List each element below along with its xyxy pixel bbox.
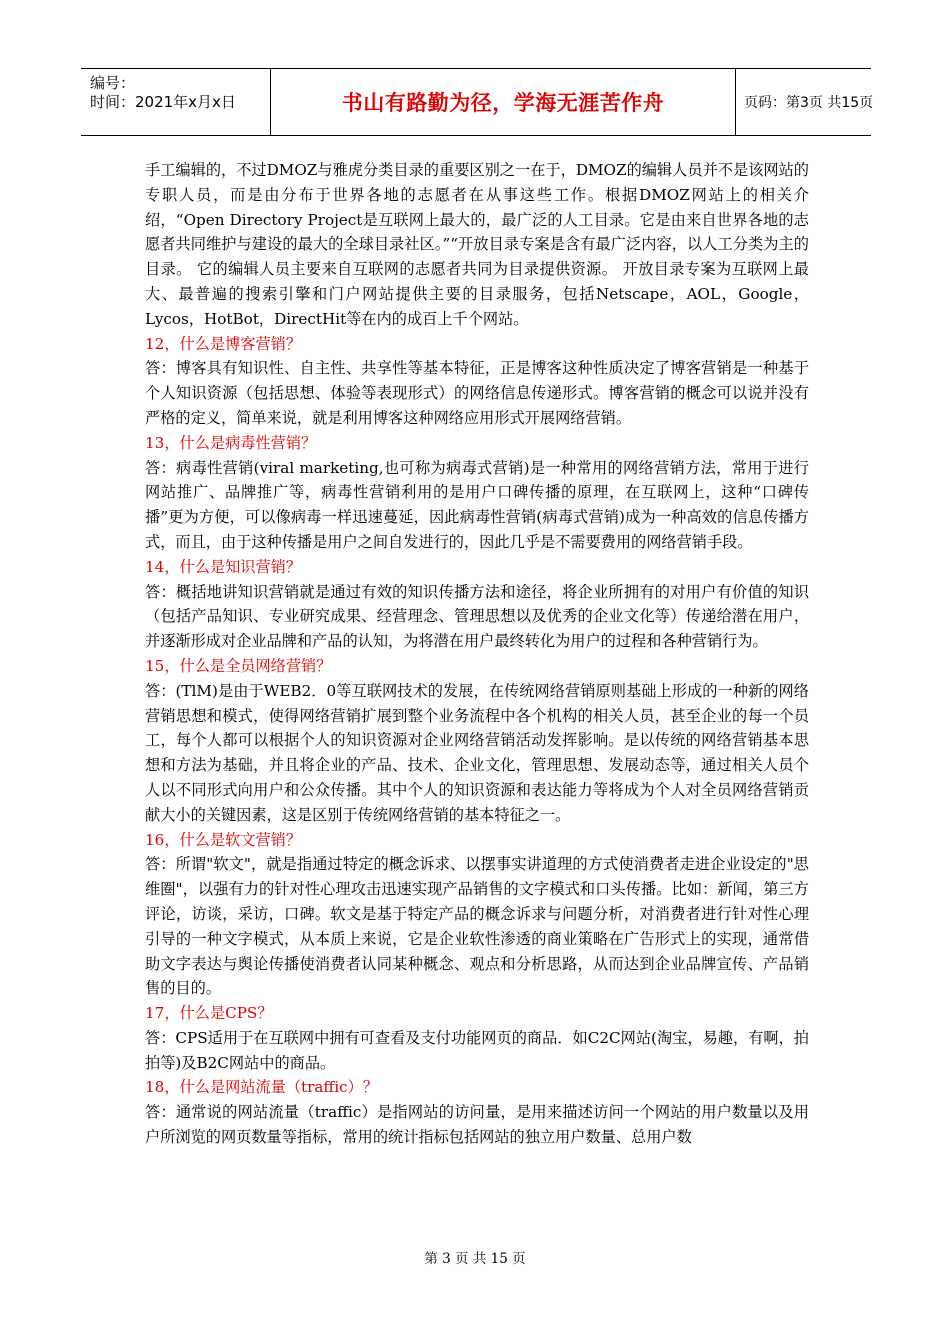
header-meta-cell [81, 69, 271, 135]
header-table [81, 68, 874, 136]
answer-paragraph: 答：概括地讲知识营销就是通过有效的知识传播方法和途径，将企业所拥有的对用户有价值的知识（包括产品知识、专业研究成果、经营理念、管理思想以及优秀的企业文化等）传递给潜在用户，并逐渐形成对企业品牌和产品的认知，为将潜在用户最终转化为用户的过程和各种营销行为。 [145, 582, 809, 651]
header-page-cell [736, 69, 874, 135]
document-body [145, 158, 809, 1150]
answer-paragraph: 答：(TlM)是由于WEB2．0等互联网技术的发展，在传统网络营销原则基础上形成的一种新的网络营销思想和模式，使得网络营销扩展到整个业务流程中各个机构的相关人员，甚至企业的每一个员工，每个人都可以根据个人的知识资源对企业网络营销活动发挥影响。是以传统的网络营销基本思想和方法为基础，并且将企业的产品、技术、企业文化，管理思想、发展动态等，通过相关人员个人以不同形式向用户和公众传播。其中个人的知识资源和表达能力等将成为个人对全员网络营销贡献大小的关键因素，这是区别于传统网络营销的基本特征之一。 [145, 681, 809, 824]
header-motto-cell [271, 69, 736, 135]
question-heading: 14，什么是知识营销？ [145, 557, 302, 576]
answer-paragraph: 答：博客具有知识性、自主性、共享性等基本特征，正是博客这种性质决定了博客营销是一种基于个人知识资源（包括思想、体验等表现形式）的网络信息传递形式。博客营销的概念可以说并没有严格的定义，简单来说，就是利用博客这种网络应用形式开展网络营销。 [145, 359, 809, 427]
answer-paragraph: 答：病毒性营销(viral marketing,也可称为病毒式营销)是一种常用的网络营销方法，常用于进行网站推广、品牌推广等，病毒性营销利用的是用户口碑传播的原理，在互联网上，这种“口碑传播”更为方便，可以像病毒一样迅速蔓延，因此病毒性营销(病毒式营销)成为一种高效的信息传播方式，而且，由于这种传播是用户之间自发进行的，因此几乎是不需要费用的网络营销手段。 [145, 458, 809, 551]
body-paragraph: 手工编辑的，不过DMOZ与雅虎分类目录的重要区别之一在于，DMOZ的编辑人员并不是该网站的专职人员，而是由分布于世界各地的志愿者在从事这些工作。根据DMOZ网站上的相关介绍，“Open Directory Project是互联网上最大的，最广泛的人工目录。它是由来自世界各地的志愿者共同维护与建设的最大的全球目录社区。”“开放目录专案是含有最广泛内容，以人工分类为主的目录。 它的编辑人员主要来自互联网的志愿者共同为目录提供资源。 开放目录专案为互联网上最大、最普遍的搜索引擎和门户网站提供主要的目录服务，包括Netscape，AOL，Google，Lycos，HotBot，DirectHit等在内的成百上千个网站。 [145, 161, 809, 328]
question-heading: 18，什么是网站流量（traffic）？ [145, 1078, 378, 1097]
question-heading: 15，什么是全员网络营销？ [145, 656, 332, 675]
header-page-number: 页码：第3页 共15页 [744, 95, 874, 111]
question-heading: 17，什么是CPS？ [145, 1004, 273, 1023]
answer-paragraph: 答：通常说的网站流量（traffic）是指网站的访问量，是用来描述访问一个网站的用户数量以及用户所浏览的网页数量等指标，常用的统计指标包括网站的独立用户数量、总用户数 [145, 1103, 809, 1147]
question-heading: 12，什么是博客营销？ [145, 334, 302, 353]
answer-paragraph: 答：CPS适用于在互联网中拥有可查看及支付功能网页的商品．如C2C网站(淘宝，易趣，有啊，拍拍等)及B2C网站中的商品。 [145, 1028, 809, 1072]
document-number-label: 编号： [90, 74, 136, 92]
header-motto: 书山有路勤为径，学海无涯苦作舟 [341, 91, 665, 115]
question-heading: 16，什么是软文营销？ [145, 830, 302, 849]
page-footer: 第 3 页 共 15 页 [424, 1251, 526, 1267]
answer-paragraph: 答：所谓"软文"，就是指通过特定的概念诉求、以摆事实讲道理的方式使消费者走进企业设定的"思维圈"，以强有力的针对性心理攻击迅速实现产品销售的文字模式和口头传播。比如：新闻，第三方评论，访谈，采访，口碑。软文是基于特定产品的概念诉求与问题分析，对消费者进行针对性心理引导的一种文字模式，从本质上来说，它是企业软性渗透的商业策略在广告形式上的实现，通常借助文字表达与舆论传播使消费者认同某种概念、观点和分析思路，从而达到企业品牌宣传、产品销售的目的。 [145, 855, 809, 998]
document-time-label: 时间：2021年x月x日 [90, 93, 236, 111]
question-heading: 13，什么是病毒性营销？ [145, 433, 317, 452]
